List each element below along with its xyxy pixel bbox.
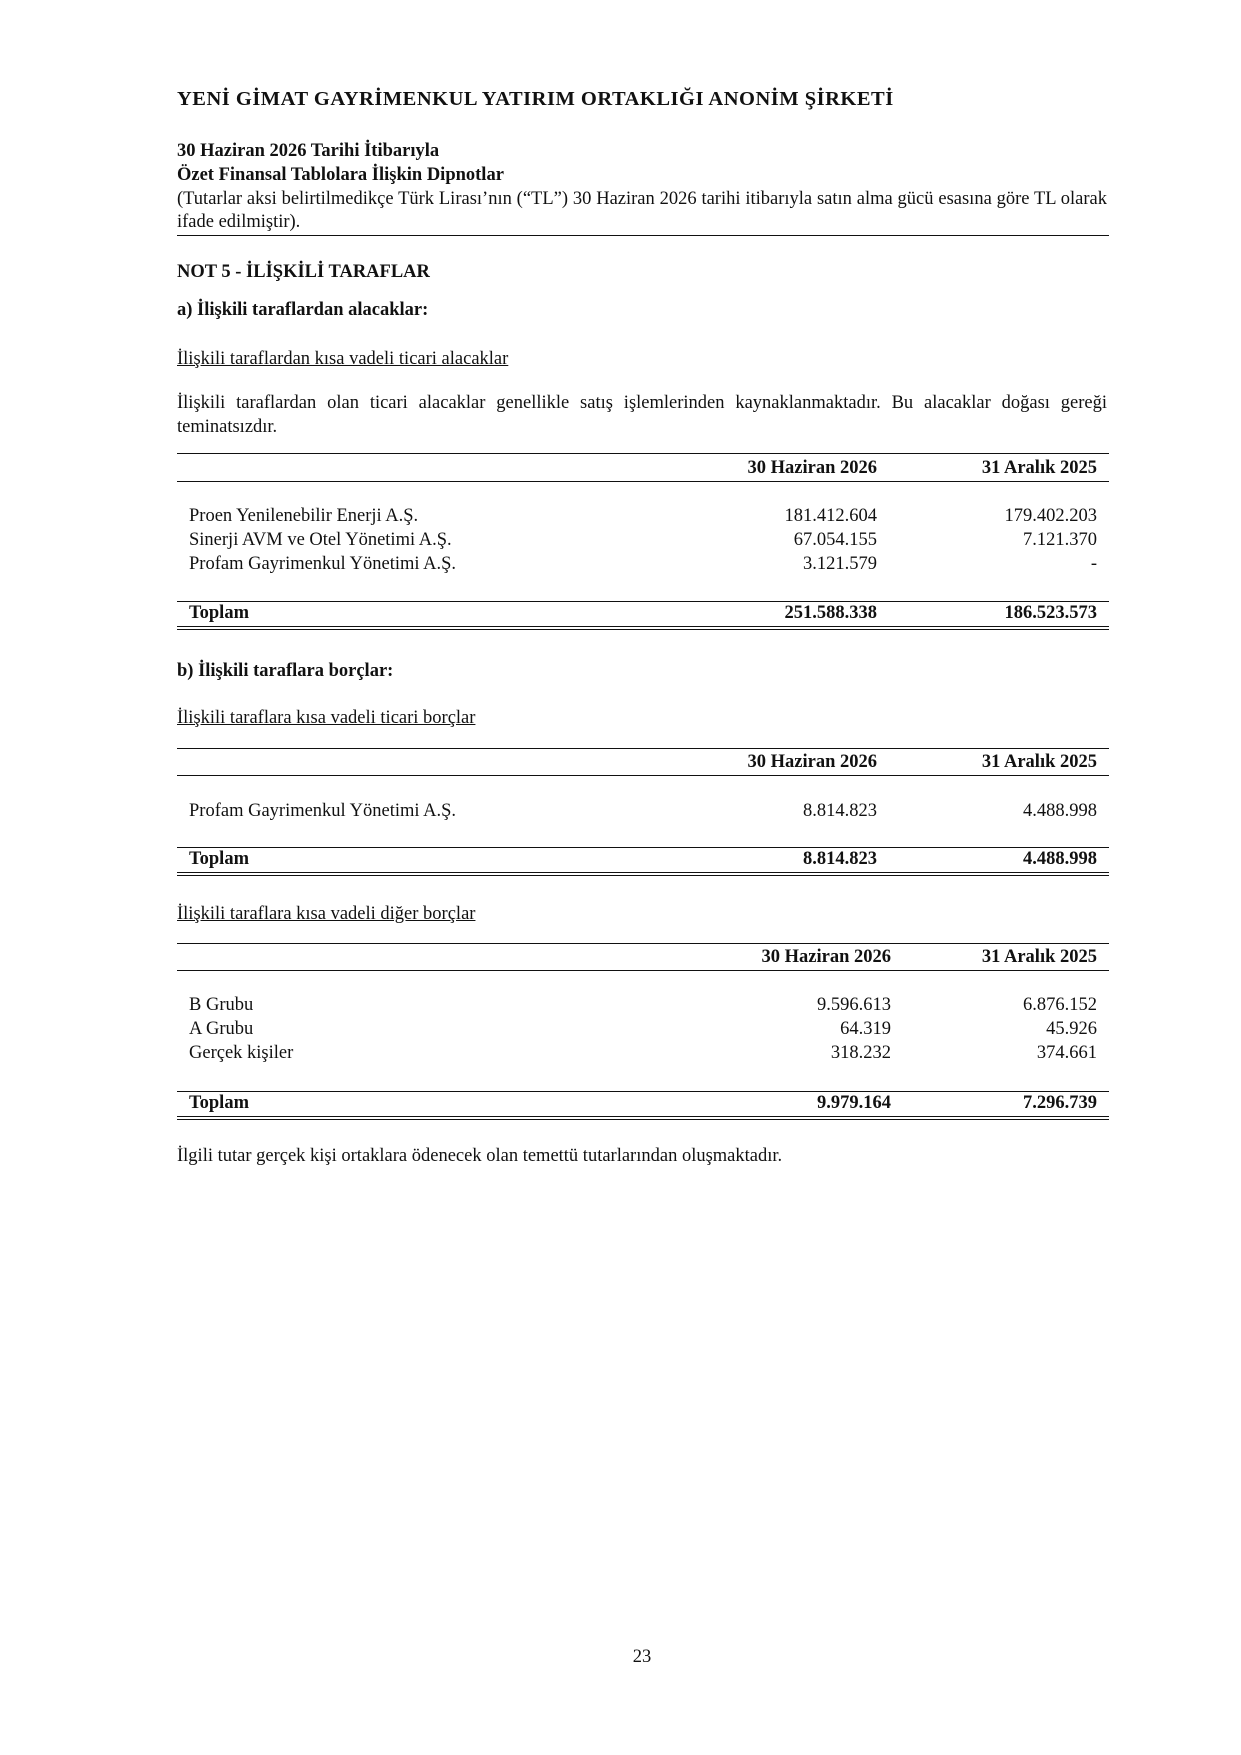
- section-b-heading: b) İlişkili taraflara borçlar:: [177, 661, 394, 681]
- table-total-rule: [177, 847, 1109, 848]
- report-subtitle: Özet Finansal Tablolara İlişkin Dipnotlar: [177, 165, 504, 185]
- column-header-jun-2026: 30 Haziran 2026: [747, 752, 877, 772]
- row-value-jun-2026: 8.814.823: [803, 801, 877, 821]
- total-value-dec-2025: 4.488.998: [1023, 849, 1097, 869]
- note-title: NOT 5 - İLİŞKİLİ TARAFLAR: [177, 262, 430, 282]
- total-value-jun-2026: 9.979.164: [817, 1093, 891, 1113]
- row-value-dec-2025: 4.488.998: [1023, 801, 1097, 821]
- table-total-rule: [177, 1091, 1109, 1092]
- row-value-jun-2026: 67.054.155: [793, 530, 877, 550]
- table-total-row: [177, 849, 1109, 873]
- table-top-rule: [177, 453, 1109, 454]
- section-a-heading: a) İlişkili taraflardan alacaklar:: [177, 300, 429, 320]
- section-b-subheading-trade: İlişkili taraflara kısa vadeli ticari borçlar: [177, 708, 476, 728]
- table-row: [177, 1043, 1109, 1067]
- table-row: [177, 554, 1109, 578]
- table-top-rule: [177, 748, 1109, 749]
- row-value-dec-2025: -: [1090, 554, 1097, 574]
- report-date-line: 30 Haziran 2026 Tarihi İtibarıyla: [177, 141, 440, 161]
- total-value-jun-2026: 251.588.338: [784, 603, 877, 623]
- total-label: Toplam: [189, 603, 249, 623]
- table-row: [177, 801, 1109, 825]
- row-value-jun-2026: 318.232: [830, 1043, 891, 1063]
- table-row: [177, 506, 1109, 530]
- currency-note: (Tutarlar aksi belirtilmedikçe Türk Lirası’nın (“TL”) 30 Haziran 2026 tarihi itibarıyla satın alma gücü esasına göre TL olarak ifade edilmiştir).: [177, 189, 1107, 232]
- column-header-jun-2026: 30 Haziran 2026: [747, 458, 877, 478]
- total-label: Toplam: [189, 849, 249, 869]
- table-double-rule-1: [177, 872, 1109, 873]
- table-double-rule-2: [177, 875, 1109, 876]
- table-total-row: [177, 603, 1109, 627]
- table-total-row: [177, 1093, 1109, 1117]
- table-row: [177, 530, 1109, 554]
- table-double-rule-1: [177, 626, 1109, 627]
- table-double-rule-2: [177, 629, 1109, 630]
- section-a-paragraph: İlişkili taraflardan olan ticari alacaklar genellikle satış işlemlerinden kaynaklanmaktadır. Bu alacaklar doğası gereği teminatsızdır.: [177, 393, 1107, 437]
- row-label: Proen Yenilenebilir Enerji A.Ş.: [189, 506, 419, 526]
- row-label: Gerçek kişiler: [189, 1043, 294, 1063]
- company-name: YENİ GİMAT GAYRİMENKUL YATIRIM ORTAKLIĞI ANONİM ŞİRKETİ: [177, 88, 894, 110]
- header-divider: [177, 235, 1109, 236]
- row-label: B Grubu: [189, 995, 254, 1015]
- row-label: Sinerji AVM ve Otel Yönetimi A.Ş.: [189, 530, 452, 550]
- table-row: [177, 995, 1109, 1019]
- table-double-rule-1: [177, 1116, 1109, 1117]
- table-header-rule: [177, 970, 1109, 971]
- row-label: A Grubu: [189, 1019, 254, 1039]
- column-header-jun-2026: 30 Haziran 2026: [761, 947, 891, 967]
- row-value-dec-2025: 7.121.370: [1023, 530, 1097, 550]
- row-value-jun-2026: 64.319: [840, 1019, 891, 1039]
- row-value-dec-2025: 374.661: [1036, 1043, 1097, 1063]
- column-header-dec-2025: 31 Aralık 2025: [981, 947, 1097, 967]
- total-value-dec-2025: 7.296.739: [1023, 1093, 1097, 1113]
- table-header-rule: [177, 481, 1109, 482]
- row-value-dec-2025: 179.402.203: [1004, 506, 1097, 526]
- table-top-rule: [177, 943, 1109, 944]
- table-double-rule-2: [177, 1119, 1109, 1120]
- page-number: 23: [632, 1647, 652, 1667]
- row-value-jun-2026: 3.121.579: [803, 554, 877, 574]
- row-value-dec-2025: 45.926: [1046, 1019, 1097, 1039]
- footnote: İlgili tutar gerçek kişi ortaklara ödenecek olan temettü tutarlarından oluşmaktadır.: [177, 1146, 783, 1166]
- row-value-jun-2026: 181.412.604: [784, 506, 877, 526]
- row-label: Profam Gayrimenkul Yönetimi A.Ş.: [189, 801, 457, 821]
- column-header-dec-2025: 31 Aralık 2025: [981, 458, 1097, 478]
- section-b-subheading-other: İlişkili taraflara kısa vadeli diğer borçlar: [177, 904, 476, 924]
- table-total-rule: [177, 601, 1109, 602]
- column-header-dec-2025: 31 Aralık 2025: [981, 752, 1097, 772]
- total-value-dec-2025: 186.523.573: [1004, 603, 1097, 623]
- total-value-jun-2026: 8.814.823: [803, 849, 877, 869]
- row-label: Profam Gayrimenkul Yönetimi A.Ş.: [189, 554, 457, 574]
- row-value-dec-2025: 6.876.152: [1023, 995, 1097, 1015]
- table-header-rule: [177, 775, 1109, 776]
- table-row: [177, 1019, 1109, 1043]
- total-label: Toplam: [189, 1093, 249, 1113]
- row-value-jun-2026: 9.596.613: [817, 995, 891, 1015]
- section-a-subheading: İlişkili taraflardan kısa vadeli ticari alacaklar: [177, 349, 509, 369]
